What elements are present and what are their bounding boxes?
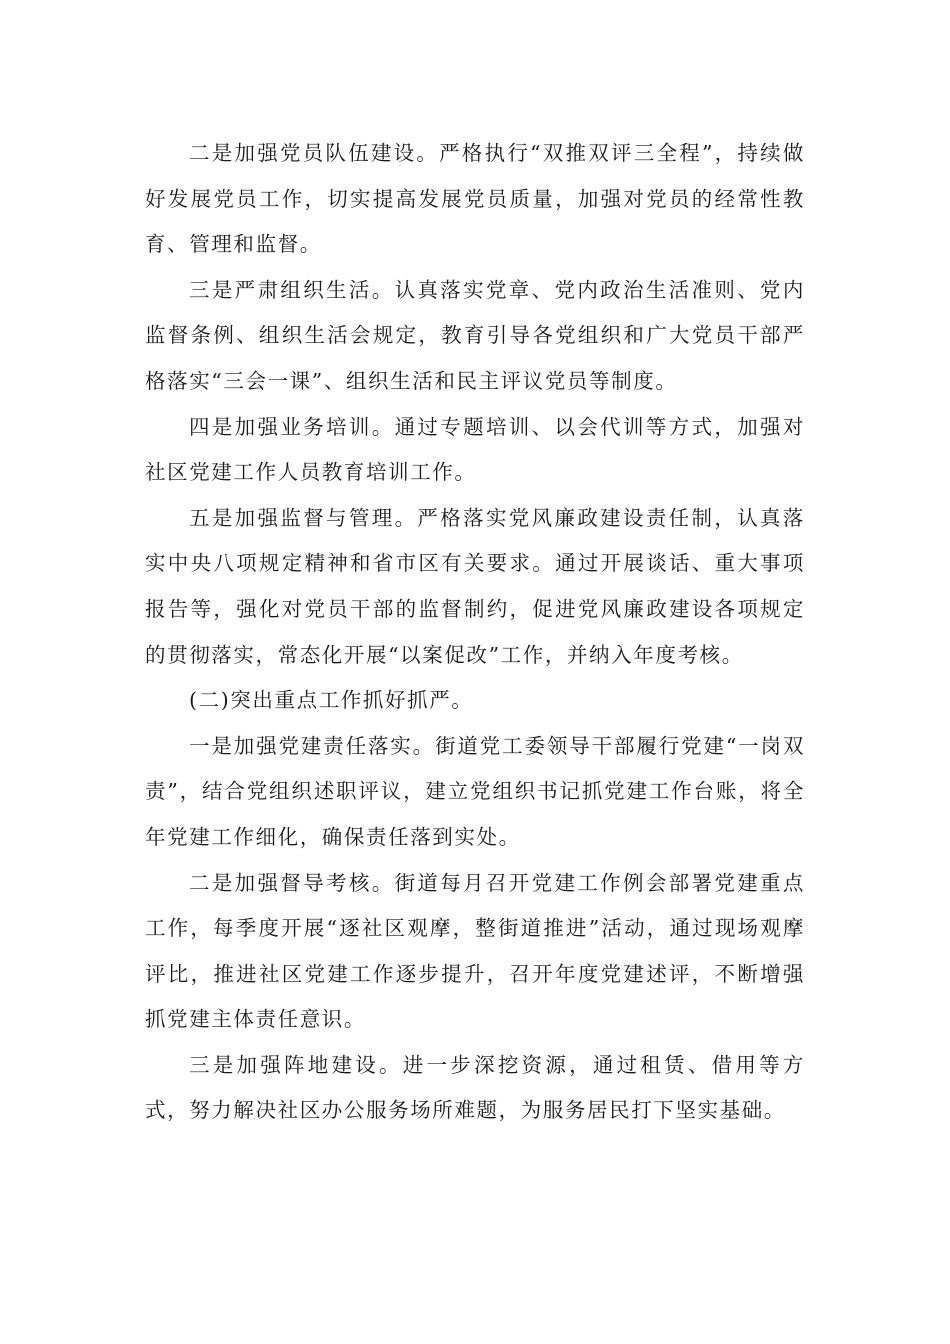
paragraph-position-construction: 三是加强阵地建设。进一步深挖资源，通过租赁、借用等方式，努力解决社区办公服务场所难题，为服务居民打下坚实基础。: [145, 1052, 805, 1123]
paragraph-supervision-assessment: 二是加强督导考核。街道每月召开党建工作例会部署党建重点工作，每季度开展“逐社区观摩，整街道推进”活动，通过现场观摩评比，推进社区党建工作逐步提升，召开年度党建述评，不断增强抓党建主体责任意识。: [145, 870, 805, 1032]
paragraph-organization-life: 三是严肃组织生活。认真落实党章、党内政治生活准则、党内监督条例、组织生活会规定，教育引导各党组织和广大党员干部严格落实“三会一课”、组织生活和民主评议党员等制度。: [145, 277, 805, 393]
paragraph-supervision-management: 五是加强监督与管理。严格落实党风廉政建设责任制，认真落实中央八项规定精神和省市区有关要求。通过开展谈话、重大事项报告等，强化对党员干部的监督制约，促进党风廉政建设各项规定的贯彻落实，常态化开展“以案促改”工作，并纳入年度考核。: [145, 505, 805, 667]
paragraph-responsibility: 一是加强党建责任落实。街道党工委领导干部履行党建“一岗双责”，结合党组织述职评议，建立党组织书记抓党建工作台账，将全年党建工作细化，确保责任落到实处。: [145, 733, 805, 849]
paragraph-business-training: 四是加强业务培训。通过专题培训、以会代训等方式，加强对社区党建工作人员教育培训工作。: [145, 414, 805, 485]
section-heading-key-work: (二)突出重点工作抓好抓严。: [189, 688, 474, 713]
document-body: [145, 131, 805, 1134]
paragraph-party-member-team: 二是加强党员队伍建设。严格执行“双推双评三全程”，持续做好发展党员工作，切实提高发展党员质量，加强对党员的经常性教育、管理和监督。: [145, 141, 805, 257]
